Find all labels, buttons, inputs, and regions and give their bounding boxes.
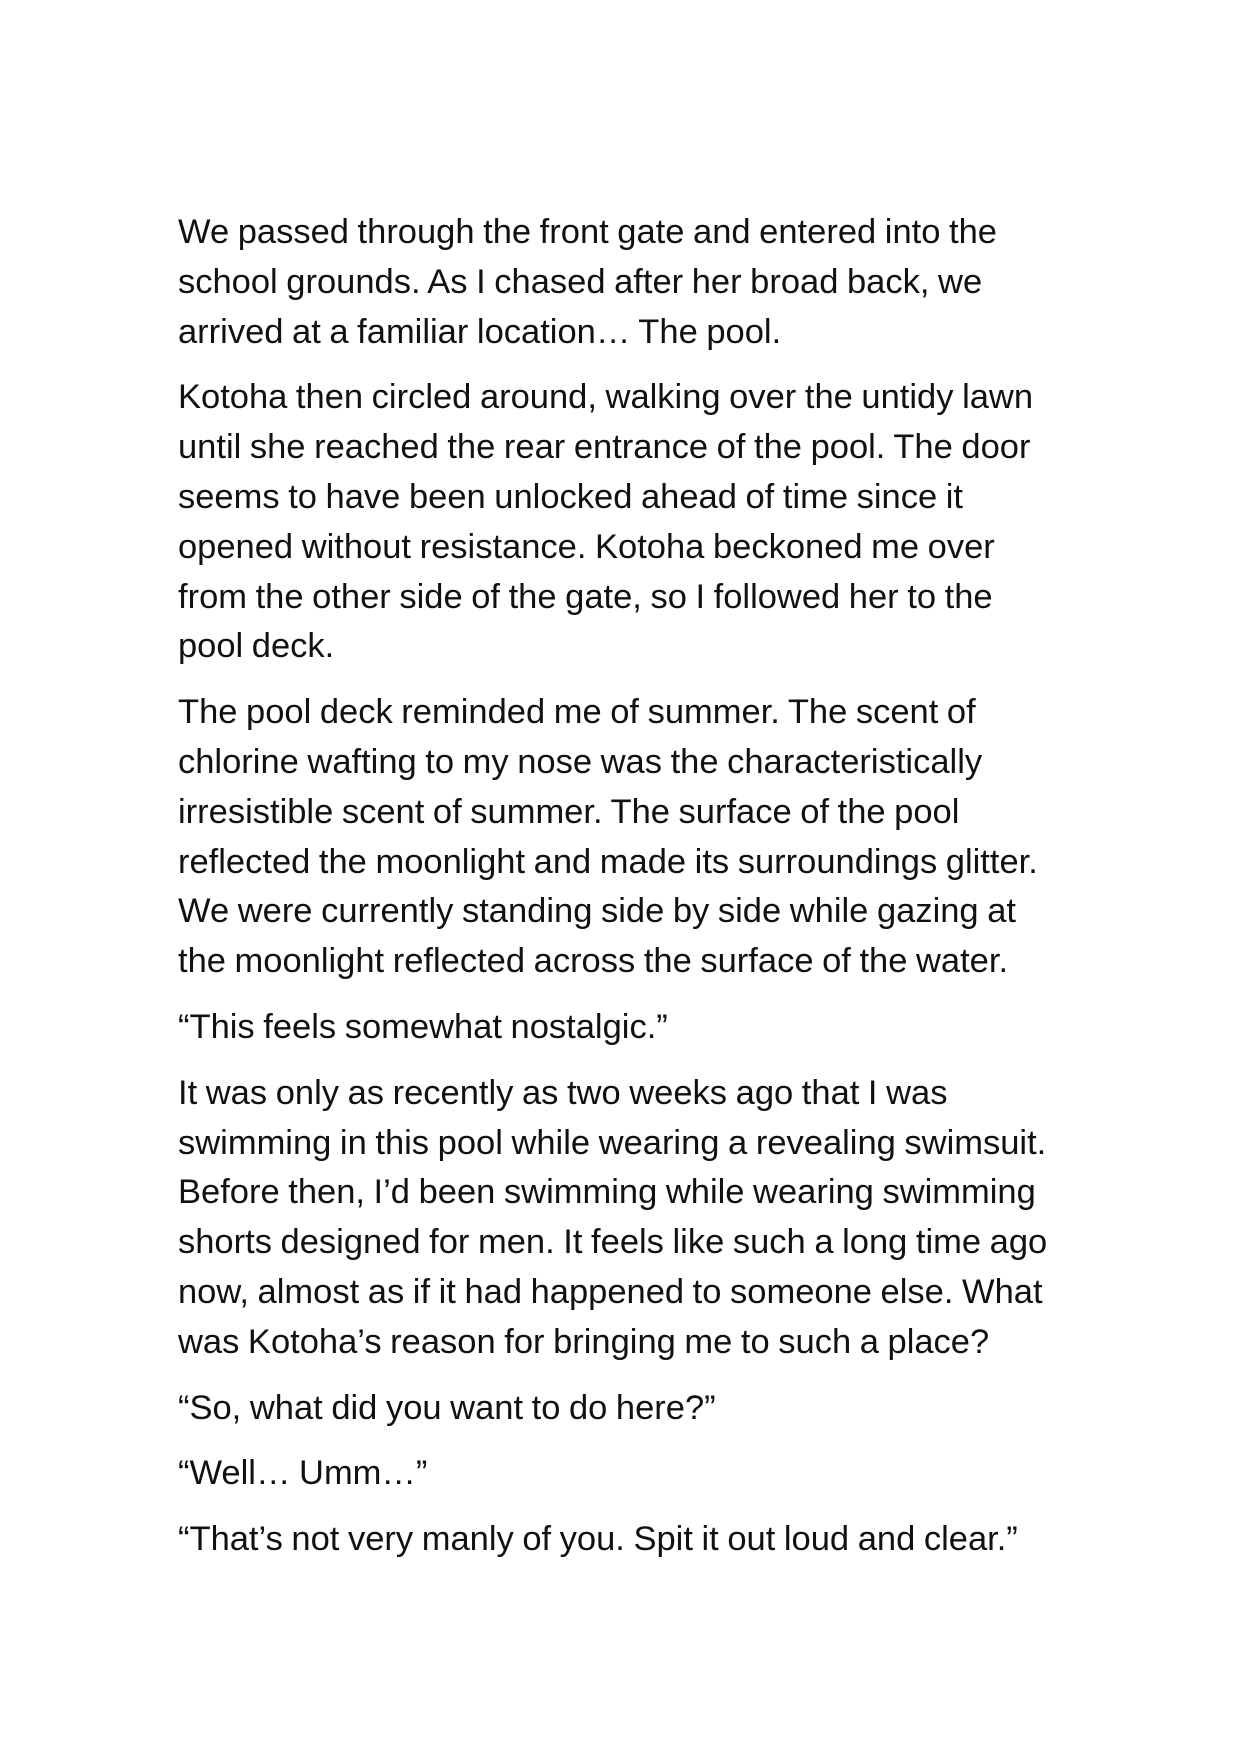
text-line: We passed through the front gate and entered into the: [178, 213, 997, 251]
dialogue-paragraph: [178, 1449, 1078, 1499]
paragraph-spacer: [178, 357, 1078, 373]
paragraph-spacer: [178, 1368, 1078, 1384]
dialogue-paragraph: [178, 1515, 1078, 1565]
text-line: shorts designed for men. It feels like such a long time ago: [178, 1223, 1048, 1262]
text-line: seems to have been unlocked ahead of time since it: [178, 477, 963, 516]
text-line: pool deck.: [178, 627, 335, 666]
paragraph: [178, 688, 1078, 987]
text-line: was Kotoha’s reason for bringing me to such a place?: [178, 1322, 990, 1361]
text-line: Kotoha then circled around, walking over the untidy lawn: [178, 378, 1034, 417]
paragraph-spacer: [178, 1053, 1078, 1069]
text-line: reflected the moonlight and made its surroundings glitter.: [178, 842, 1038, 881]
paragraph: [178, 373, 1078, 672]
paragraph-spacer: [178, 1433, 1078, 1449]
text-line: school grounds. As I chased after her broad back, we: [178, 262, 983, 301]
text-line: chlorine wafting to my nose was the characteristically: [178, 742, 983, 781]
dialogue-paragraph: [178, 1003, 1078, 1053]
paragraph: [178, 1069, 1078, 1368]
paragraph-spacer: [178, 672, 1078, 688]
dialogue-paragraph: [178, 1384, 1078, 1434]
text-line: Before then, I’d been swimming while wearing swimming: [178, 1173, 1036, 1212]
text-line: swimming in this pool while wearing a revealing swimsuit.: [178, 1123, 1047, 1162]
text-line: arrived at a familiar location… The pool.: [178, 312, 782, 351]
text-line: “That’s not very manly of you. Spit it out loud and clear.”: [178, 1520, 1018, 1559]
text-line: “So, what did you want to do here?”: [178, 1388, 716, 1427]
text-line: the moonlight reflected across the surface of the water.: [178, 942, 1009, 981]
text-line: It was only as recently as two weeks ago that I was: [178, 1073, 948, 1112]
text-line: until she reached the rear entrance of the pool. The door: [178, 428, 1031, 467]
paragraph: [178, 208, 1078, 357]
paragraph-spacer: [178, 1499, 1078, 1515]
paragraph-spacer: [178, 987, 1078, 1003]
text-line: We were currently standing side by side while gazing at: [178, 892, 1016, 931]
text-line: The pool deck reminded me of summer. The scent of: [178, 693, 976, 732]
text-line: now, almost as if it had happened to someone else. What: [178, 1272, 1043, 1311]
text-line: from the other side of the gate, so I followed her to the: [178, 577, 993, 616]
text-line: opened without resistance. Kotoha beckoned me over: [178, 527, 995, 566]
document-page: [178, 208, 1078, 1565]
text-line: irresistible scent of summer. The surface of the pool: [178, 792, 960, 831]
text-line: “Well… Umm…”: [178, 1454, 428, 1493]
text-line: “This feels somewhat nostalgic.”: [178, 1007, 668, 1046]
